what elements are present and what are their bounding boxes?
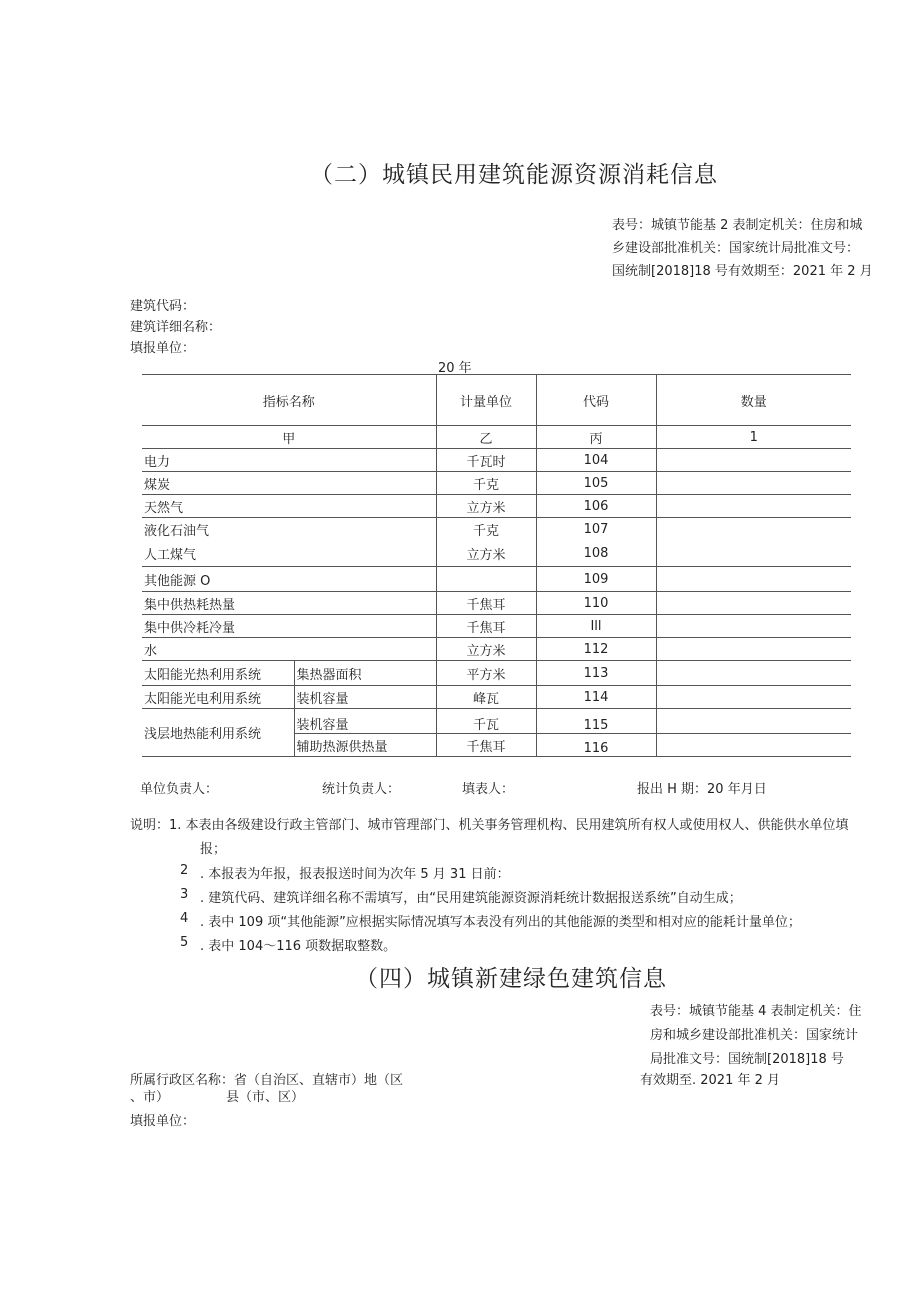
row-code: 107 [536, 518, 656, 541]
note-number: 4 [180, 911, 189, 926]
row-quantity-cell[interactable] [656, 567, 851, 592]
table-row [142, 661, 851, 686]
row-unit: 立方米 [436, 495, 536, 518]
row-name: 集中供热耗热量 [142, 592, 436, 615]
sub-header-1: 1 [656, 426, 851, 449]
row-item: 装机容量 [294, 709, 436, 734]
row-code: 116 [536, 734, 656, 757]
validity-date: 有效期至. 2021 年 2 月 [640, 1073, 781, 1088]
header-indicator: 指标名称 [142, 375, 436, 426]
row-name: 天然气 [142, 495, 436, 518]
sub-header-yi: 乙 [436, 426, 536, 449]
row-unit: 千克 [436, 518, 536, 541]
year-label: 20 年 [438, 361, 472, 376]
row-item: 装机容量 [294, 686, 436, 709]
row-unit: 峰瓦 [436, 686, 536, 709]
row-quantity-cell[interactable] [656, 615, 851, 638]
row-item: 辅助热源供热量 [294, 734, 436, 757]
row-quantity-cell[interactable] [656, 638, 851, 661]
note-text: . 表中 104～116 项数据取整数。 [200, 939, 397, 954]
row-name: 水 [142, 638, 436, 661]
row-unit: 平方米 [436, 661, 536, 686]
meta-line: 房和城乡建设部批准机关：国家统计 [650, 1028, 859, 1043]
row-code: 106 [536, 495, 656, 518]
building-name-label: 建筑详细名称： [130, 320, 222, 335]
row-quantity-cell[interactable] [656, 734, 851, 757]
notes-lead-cont: 报； [200, 842, 227, 857]
table-row [142, 567, 851, 592]
sub-header-bing: 丙 [536, 426, 656, 449]
building-code-label: 建筑代码： [130, 299, 196, 314]
row-unit: 立方米 [436, 638, 536, 661]
page-title: （二）城镇民用建筑能源资源消耗信息 [310, 162, 718, 188]
row-code: 110 [536, 592, 656, 615]
table-row [142, 518, 851, 541]
sig-stat-head: 统计负责人： [322, 782, 401, 797]
row-code: 109 [536, 567, 656, 592]
note-text: . 本报表为年报，报表报送时间为次年 5 月 31 日前： [200, 867, 510, 882]
table-row [142, 495, 851, 518]
note-text: . 建筑代码、建筑详细名称不需填写，由“民用建筑能源资源消耗统计数据报送系统”自动生成； [200, 891, 742, 906]
row-code: 112 [536, 638, 656, 661]
row-name: 其他能源 O [142, 567, 436, 592]
row-quantity-cell[interactable] [656, 518, 851, 541]
row-code: Ill [536, 615, 656, 638]
row-item: 集热器面积 [294, 661, 436, 686]
section-title: （四）城镇新建绿色建筑信息 [355, 966, 667, 992]
row-name: 液化石油气 [144, 523, 210, 539]
row-unit: 千瓦时 [436, 449, 536, 472]
row-unit: 千焦耳 [436, 734, 536, 757]
row-name: 煤炭 [142, 472, 436, 495]
fill-unit-label: 填报单位： [130, 341, 196, 356]
row-code: 108 [536, 540, 656, 567]
row-code: 114 [536, 686, 656, 709]
meta-line: 局批准文号：国统制[2018]18 号 [650, 1052, 844, 1067]
meta-line: 国统制[2018]18 号有效期至：2021 年 2 月 [612, 264, 873, 279]
form-fields [130, 296, 221, 359]
notes-lead: 说明：1. 本表由各级建设行政主管部门、城市管理部门、机关事务管理机构、民用建筑所有权人或使用权人、供能供水单位填 [130, 818, 849, 833]
row-unit [436, 567, 536, 592]
row-code: 113 [536, 661, 656, 686]
row-unit: 千焦耳 [436, 615, 536, 638]
row-unit: 千焦耳 [436, 592, 536, 615]
sig-report-date: 报出 H 期：20 年月日 [637, 782, 767, 797]
header-code: 代码 [536, 375, 656, 426]
row-code: 115 [536, 709, 656, 734]
county-label: 县（市、区） [226, 1090, 305, 1105]
row-quantity-cell[interactable] [656, 709, 851, 734]
meta-line: 表号：城镇节能基 4 表制定机关：住 [650, 1004, 862, 1019]
row-quantity-cell[interactable] [656, 661, 851, 686]
row-group: 太阳能光热利用系统 [142, 661, 294, 686]
table-row [142, 472, 851, 495]
row-quantity-cell[interactable] [656, 686, 851, 709]
row-name: 集中供冷耗冷量 [142, 615, 436, 638]
row-unit: 千克 [436, 472, 536, 495]
form-meta [612, 214, 873, 283]
header-unit: 计量单位 [436, 375, 536, 426]
table-row [142, 449, 851, 472]
row-quantity-cell[interactable] [656, 540, 851, 567]
row-quantity-cell[interactable] [656, 495, 851, 518]
energy-table [142, 374, 851, 757]
sig-filler: 填表人： [462, 782, 515, 797]
note-text: . 表中 109 项“其他能源”应根据实际情况填写本表没有列出的其他能源的类型和相对应的能耗计量单位； [200, 915, 801, 930]
row-quantity-cell[interactable] [656, 592, 851, 615]
note-number: 5 [180, 935, 189, 950]
row-group: 太阳能光电利用系统 [142, 686, 294, 709]
meta-line: 乡建设部批准机关：国家统计局批准文号： [612, 241, 860, 256]
row-name: 电力 [142, 449, 436, 472]
row-code: 105 [536, 472, 656, 495]
fill-unit-label-2: 填报单位： [130, 1114, 196, 1129]
form-meta-2 [650, 1000, 862, 1072]
table-row [142, 686, 851, 709]
sig-unit-head: 单位负责人： [140, 782, 219, 797]
row-unit: 立方米 [436, 540, 536, 567]
region-line-cont: 、市） [130, 1090, 170, 1105]
region-line: 所属行政区名称：省（自治区、直辖市）地（区 [130, 1073, 404, 1088]
table-row [142, 592, 851, 615]
row-name: 人工煤气 [142, 540, 436, 567]
row-quantity-cell[interactable] [656, 449, 851, 472]
table-row [142, 615, 851, 638]
table-row [142, 540, 851, 567]
meta-line: 表号：城镇节能基 2 表制定机关：住房和城 [612, 218, 863, 233]
row-group: 浅层地热能利用系统 [142, 709, 294, 757]
sub-header-jia: 甲 [142, 426, 436, 449]
note-number: 2 [180, 863, 189, 878]
row-quantity-cell[interactable] [656, 472, 851, 495]
header-quantity: 数量 [656, 375, 851, 426]
row-code: 104 [536, 449, 656, 472]
row-unit: 千瓦 [436, 709, 536, 734]
table-row [142, 709, 851, 734]
table-row [142, 638, 851, 661]
note-number: 3 [180, 887, 189, 902]
